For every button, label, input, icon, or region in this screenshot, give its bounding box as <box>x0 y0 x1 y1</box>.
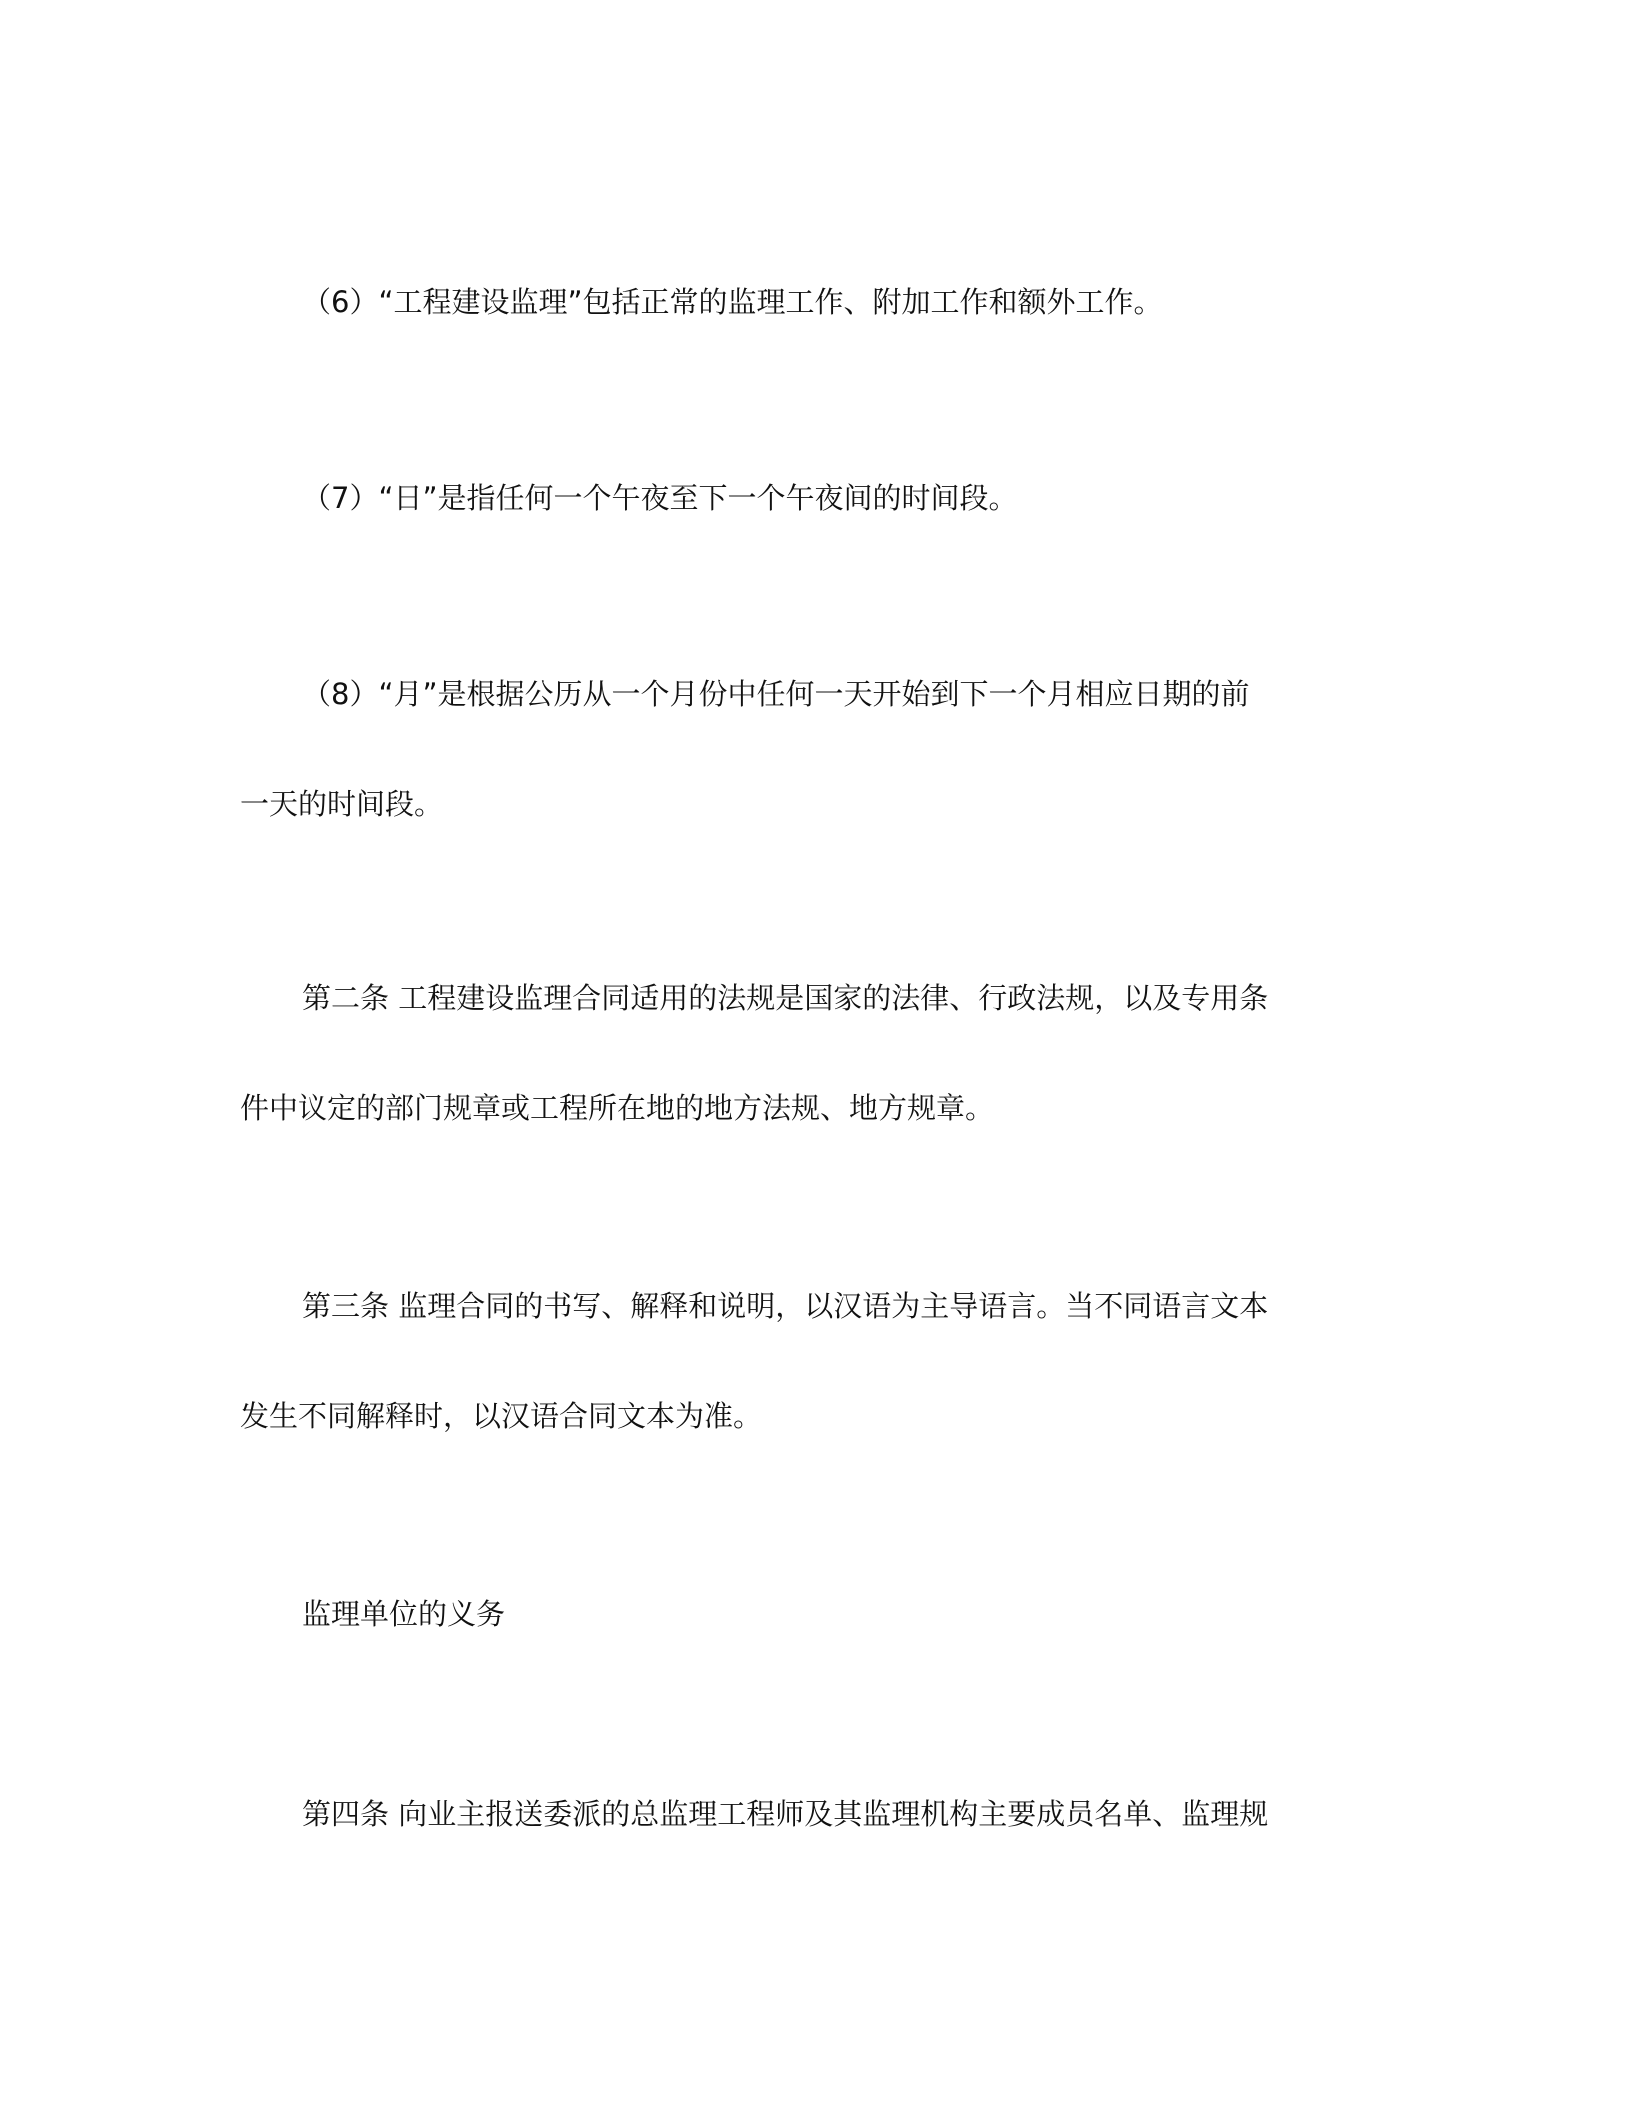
paragraph-item-7: （7）“日”是指任何一个午夜至下一个午夜间的时间段。 <box>302 481 1018 515</box>
paragraph-item-8-line-1: （8）“月”是根据公历从一个月份中任何一天开始到下一个月相应日期的前 <box>302 677 1250 711</box>
paragraph-item-8-line-2: 一天的时间段。 <box>240 787 444 821</box>
article-3-line-2: 发生不同解释时，以汉语合同文本为准。 <box>240 1399 763 1433</box>
paragraph-item-6: （6）“工程建设监理”包括正常的监理工作、附加工作和额外工作。 <box>302 285 1163 319</box>
article-3-line-1: 第三条 监理合同的书写、解释和说明，以汉语为主导语言。当不同语言文本 <box>302 1289 1269 1323</box>
article-2-line-2: 件中议定的部门规章或工程所在地的地方法规、地方规章。 <box>240 1091 995 1125</box>
article-4-line-1: 第四条 向业主报送委派的总监理工程师及其监理机构主要成员名单、监理规 <box>302 1797 1269 1831</box>
section-heading: 监理单位的义务 <box>302 1597 506 1631</box>
article-2-line-1: 第二条 工程建设监理合同适用的法规是国家的法律、行政法规，以及专用条 <box>302 981 1269 1015</box>
